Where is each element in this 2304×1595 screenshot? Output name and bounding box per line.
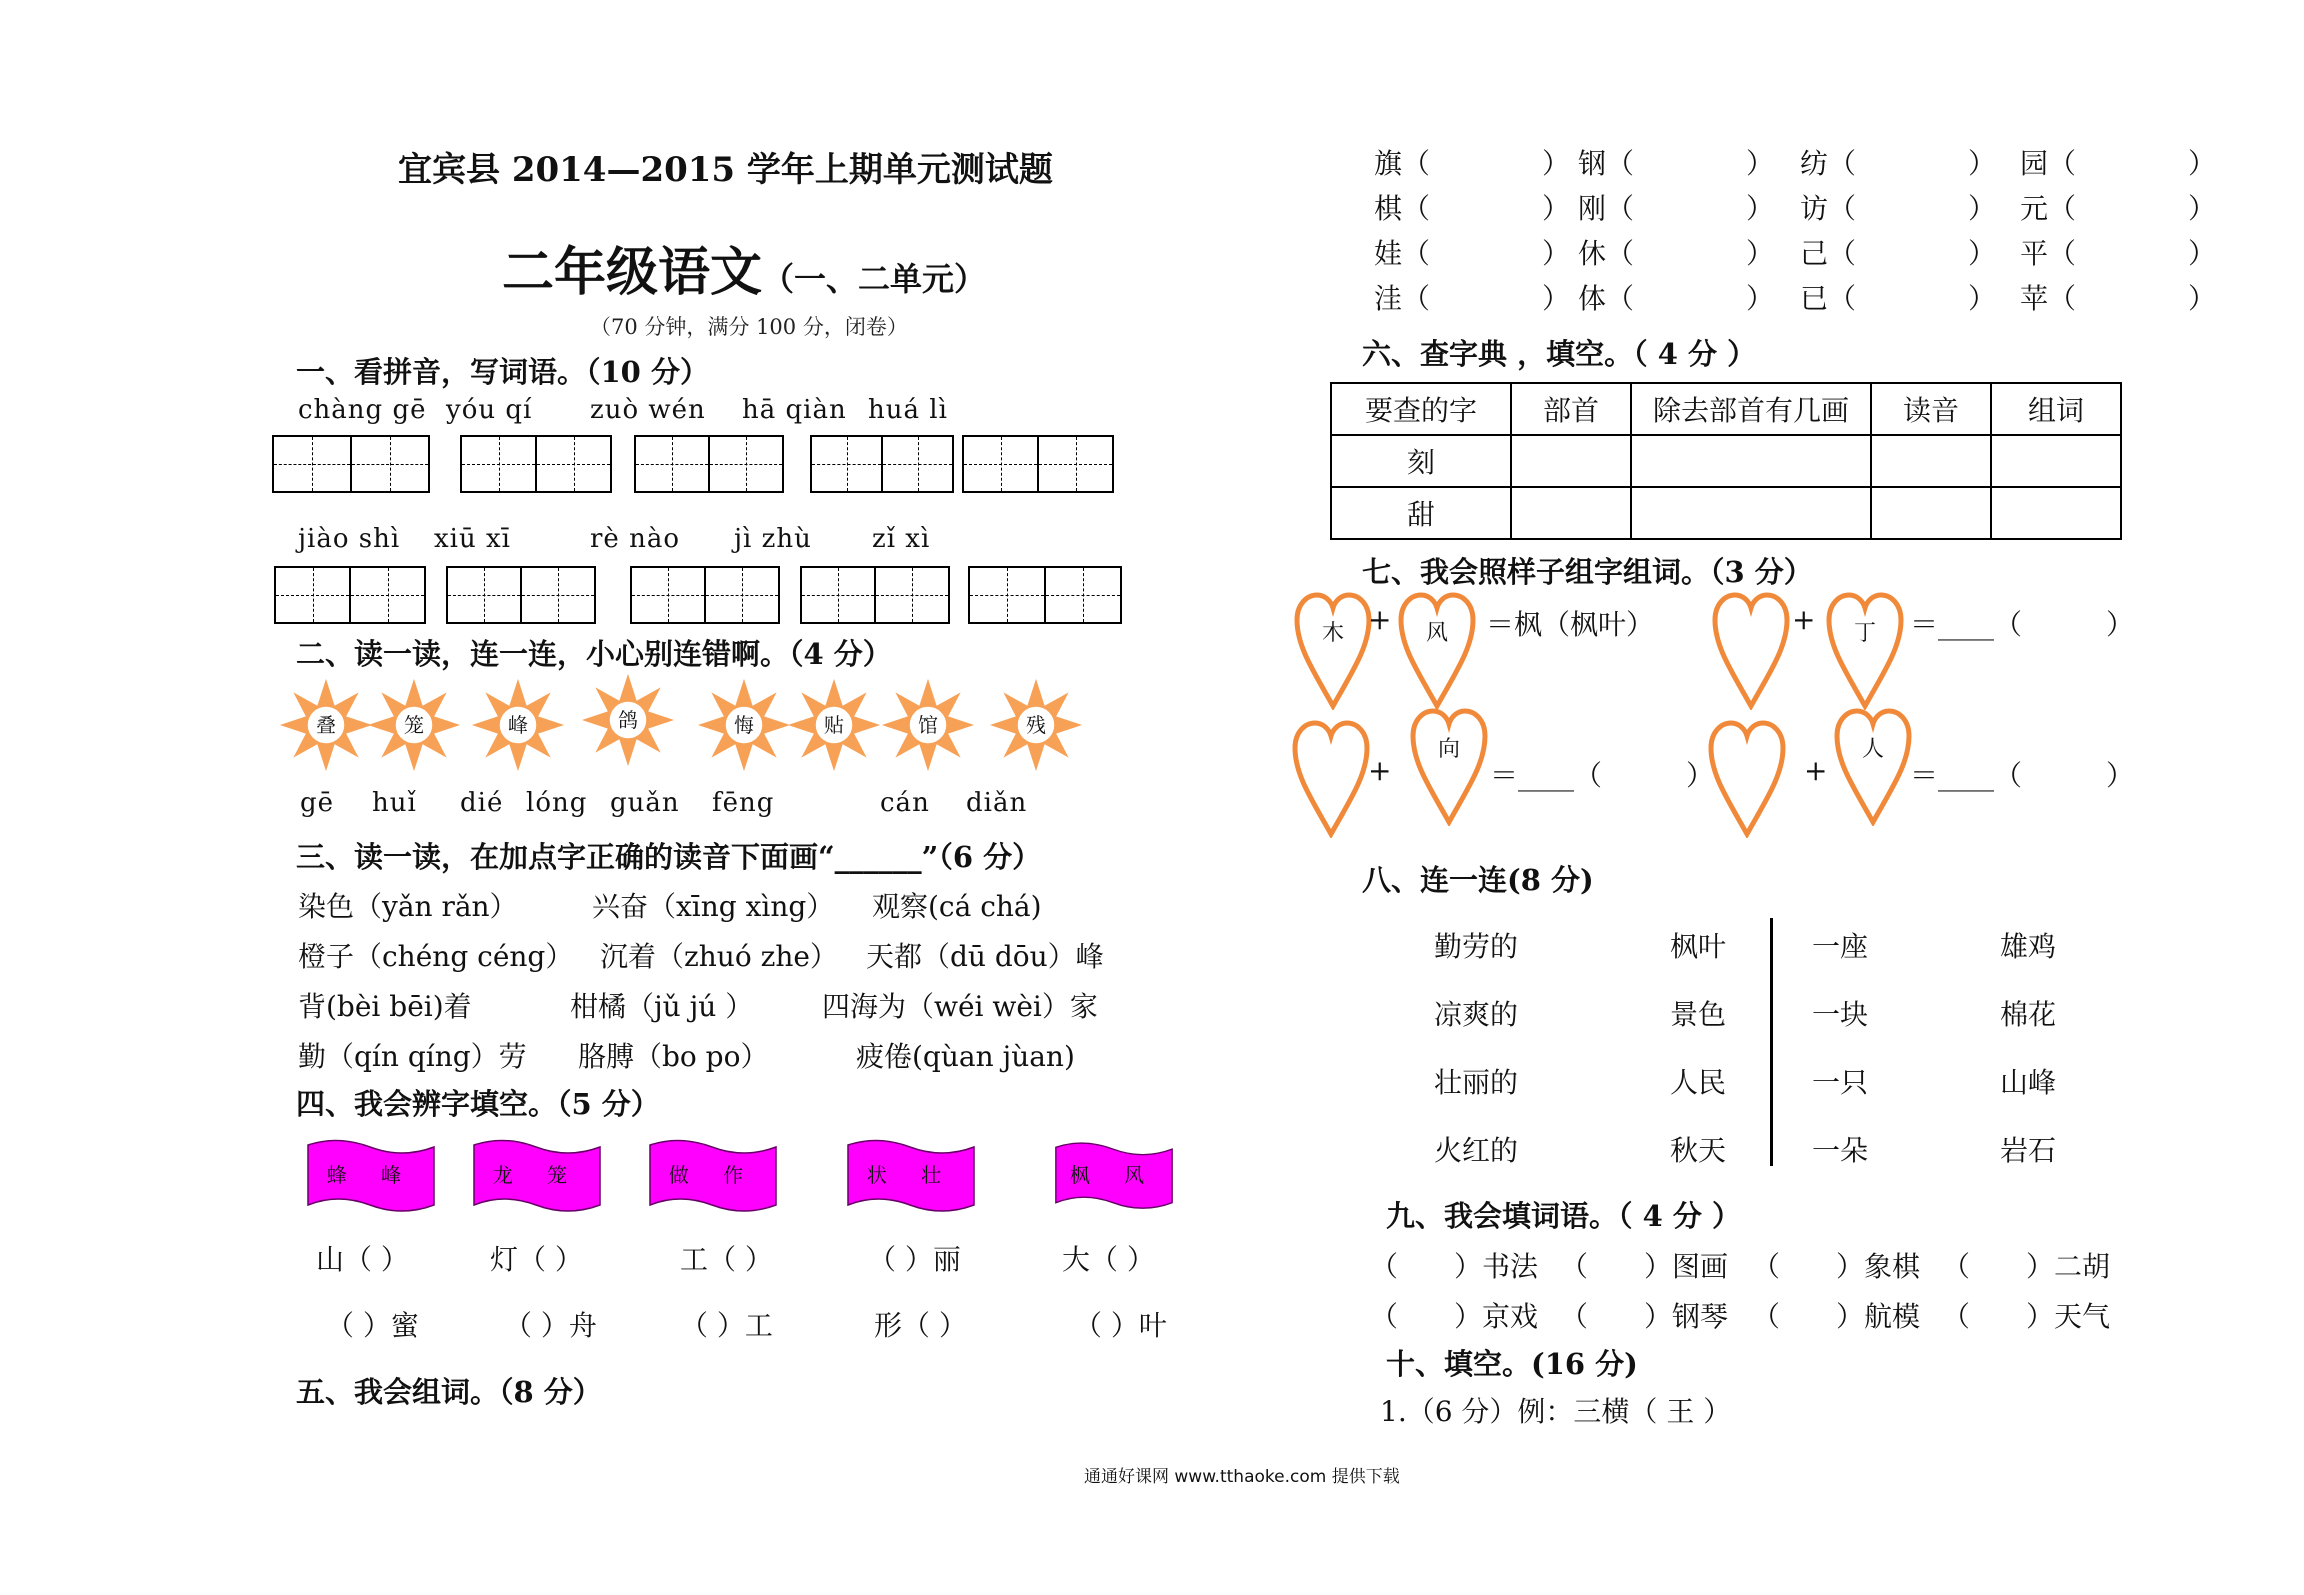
pinyin-option[interactable]: lóng <box>526 788 588 818</box>
flag-chars: 龙 笼 <box>492 1163 582 1187</box>
table-cell[interactable] <box>1871 435 1991 487</box>
table-cell[interactable] <box>1631 487 1871 539</box>
pinyin-1-5: huá lì <box>868 395 948 425</box>
pinyin-option[interactable]: dié <box>460 788 504 818</box>
sun-shape[interactable] <box>278 677 374 773</box>
match-item-right[interactable]: 雄鸡 <box>2000 930 2057 963</box>
pinyin-1-3: zuò wén <box>590 395 706 425</box>
table-cell[interactable] <box>1991 487 2121 539</box>
plus-sign: + <box>1804 754 1828 787</box>
writing-grid[interactable] <box>272 435 430 493</box>
writing-grid[interactable] <box>460 435 612 493</box>
pinyin-option[interactable]: cán <box>880 788 930 818</box>
writing-grid[interactable] <box>274 566 426 624</box>
match-item-left[interactable]: 凉爽的 <box>1434 998 1519 1031</box>
reading-item[interactable]: 四海为（wéi wèi）家 <box>822 990 1098 1023</box>
writing-grid[interactable] <box>630 566 780 624</box>
flag-shape <box>306 1135 436 1215</box>
table-cell-char: 甜 <box>1331 487 1511 539</box>
match-item-left[interactable]: 火红的 <box>1434 1134 1519 1167</box>
flag-shape <box>846 1135 976 1215</box>
reading-item[interactable]: 观察(cá chá) <box>872 890 1042 923</box>
match-item-right[interactable]: 枫叶 <box>1670 930 1727 963</box>
pinyin-2-4: jì zhù <box>734 524 812 554</box>
reading-item[interactable]: 背(bèi bēi)着 <box>298 990 472 1023</box>
pinyin-2-3: rè nào <box>590 524 680 554</box>
pinyin-1-1: chàng gē <box>298 395 427 425</box>
fill-blank[interactable]: 工（ ） <box>680 1243 773 1276</box>
writing-grid[interactable] <box>800 566 950 624</box>
section-5-title: 五、我会组词。（8 分） <box>296 1375 602 1409</box>
fill-word[interactable]: （ ）书法 <box>1370 1250 1539 1283</box>
compose-word-item[interactable]: 平（ ） <box>2020 237 2217 270</box>
fill-word[interactable]: （ ）天气 <box>1942 1300 2111 1333</box>
compose-word-item[interactable]: 旗（ ） <box>1374 147 1571 180</box>
compose-word-item[interactable]: 钢（ ） <box>1578 147 1775 180</box>
table-cell-char: 刻 <box>1331 435 1511 487</box>
sun-char: 贴 <box>824 713 844 737</box>
heart-char: 丁 <box>1853 621 1876 646</box>
reading-item[interactable]: 勤（qín qíng）劳 <box>298 1040 527 1073</box>
section-7-title: 七、我会照样子组字组词。（3 分） <box>1362 555 1813 589</box>
match-item-left[interactable]: 勤劳的 <box>1434 930 1519 963</box>
section-2-title: 二、读一读，连一连，小心别连错啊。（4 分） <box>296 637 892 671</box>
fill-word[interactable]: （ ）钢琴 <box>1560 1300 1729 1333</box>
fill-word[interactable]: （ ）航模 <box>1752 1300 1921 1333</box>
sun-char: 残 <box>1026 713 1046 737</box>
compose-word-item[interactable]: 休（ ） <box>1578 237 1775 270</box>
match-item-right[interactable]: 人民 <box>1670 1066 1727 1099</box>
reading-item[interactable]: 胳膊（bo po） <box>578 1040 769 1073</box>
compose-word-item[interactable]: 园（ ） <box>2020 147 2217 180</box>
compose-word-item[interactable]: 体（ ） <box>1578 282 1775 315</box>
sun-shape[interactable] <box>696 677 792 773</box>
plus-sign: + <box>1368 754 1392 787</box>
table-header: 组词 <box>1991 383 2121 435</box>
example-answer: ＝枫（枫叶） <box>1486 608 1655 641</box>
exam-subtitle <box>502 230 986 305</box>
heart-shape <box>1292 720 1370 838</box>
flag-chars: 蜂 峰 <box>326 1163 416 1187</box>
pinyin-option[interactable]: fēng <box>712 788 775 818</box>
sun-char: 悔 <box>734 713 754 737</box>
heart-char: 向 <box>1437 737 1460 762</box>
table-header: 要查的字 <box>1331 383 1511 435</box>
table-cell[interactable] <box>1511 435 1631 487</box>
plus-sign: + <box>1368 603 1392 636</box>
heart-shape <box>1410 708 1488 826</box>
heart-char: 风 <box>1425 621 1448 646</box>
reading-item[interactable]: 兴奋（xīng xìng） <box>592 890 835 923</box>
fill-word[interactable]: （ ）象棋 <box>1752 1250 1921 1283</box>
table-cell[interactable] <box>1511 487 1631 539</box>
heart-char: 木 <box>1321 621 1344 646</box>
match-item-left[interactable]: 一朵 <box>1812 1134 1869 1167</box>
section-8-title: 八、连一连(8 分) <box>1362 863 1594 897</box>
sun-char: 叠 <box>316 713 336 737</box>
answer-blank[interactable]: ＝____（ ） <box>1910 759 2135 792</box>
sun-shape[interactable] <box>988 677 1084 773</box>
pinyin-2-2: xiū xī <box>434 524 511 554</box>
section-1-title: 一、看拼音，写词语。（10 分） <box>296 355 709 389</box>
compose-word-item[interactable]: 洼（ ） <box>1374 282 1571 315</box>
fill-blank[interactable]: （ ）工 <box>680 1309 773 1342</box>
reading-item[interactable]: 天都（dū dōu）峰 <box>866 940 1104 973</box>
answer-blank[interactable]: ＝____（ ） <box>1490 759 1715 792</box>
section-9-title: 九、我会填词语。（ 4 分 ） <box>1386 1199 1741 1233</box>
fill-word[interactable]: （ ）二胡 <box>1942 1250 2111 1283</box>
table-header: 读音 <box>1871 383 1991 435</box>
writing-grid[interactable] <box>810 435 954 493</box>
plus-sign: + <box>1792 603 1816 636</box>
pinyin-option[interactable]: diǎn <box>966 788 1028 818</box>
section-6-title: 六、查字典 ，填空。（ 4 分 ） <box>1362 337 1757 371</box>
fill-blank[interactable]: 灯（ ） <box>490 1243 583 1276</box>
flag-shape <box>648 1135 778 1215</box>
reading-item[interactable]: 疲倦(qùan jùan) <box>856 1040 1075 1073</box>
table-header: 除去部首有几画 <box>1631 383 1871 435</box>
heart-char: 人 <box>1861 737 1884 762</box>
compose-word-item[interactable]: 纺（ ） <box>1800 147 1997 180</box>
writing-grid[interactable] <box>446 566 596 624</box>
reading-item[interactable]: 柑橘（jǔ jú ） <box>570 990 754 1023</box>
match-item-right[interactable]: 棉花 <box>2000 998 2057 1031</box>
pinyin-1-2: yóu qí <box>446 395 533 425</box>
compose-word-item[interactable]: 访（ ） <box>1800 192 1997 225</box>
section-4-title: 四、我会辨字填空。（5 分） <box>296 1087 660 1121</box>
fill-word[interactable]: （ ）京戏 <box>1370 1300 1539 1333</box>
flag-chars: 状 壮 <box>866 1163 956 1187</box>
compose-word-item[interactable]: 已（ ） <box>1800 282 1997 315</box>
compose-word-item[interactable]: 娃（ ） <box>1374 237 1571 270</box>
reading-item[interactable]: 沉着（zhuó zhe） <box>600 940 838 973</box>
heart-shape <box>1826 592 1904 710</box>
section-10-title: 十、填空。(16 分) <box>1386 1347 1638 1381</box>
reading-item[interactable]: 染色（yǎn rǎn） <box>298 890 518 923</box>
sun-shape[interactable] <box>366 677 462 773</box>
flag-shape <box>472 1135 602 1215</box>
fill-blank[interactable]: 大（ ） <box>1062 1243 1155 1276</box>
pinyin-2-1: jiào shì <box>298 524 401 554</box>
exam-note: （70 分钟，满分 100 分，闭卷） <box>590 315 908 339</box>
heart-shape <box>1398 592 1476 710</box>
compose-word-item[interactable]: 刚（ ） <box>1578 192 1775 225</box>
reading-item[interactable]: 橙子（chéng céng） <box>298 940 574 973</box>
fill-blank[interactable]: 形（ ） <box>874 1309 967 1342</box>
pinyin-option[interactable]: guǎn <box>610 788 680 818</box>
heart-shape <box>1294 592 1372 710</box>
section-3-title: 三、读一读，在加点字正确的读音下面画“______”（6 分） <box>296 840 1042 874</box>
sun-shape[interactable] <box>880 677 976 773</box>
compose-word-item[interactable]: 元（ ） <box>2020 192 2217 225</box>
table-cell[interactable] <box>1991 435 2121 487</box>
compose-word-item[interactable]: 棋（ ） <box>1374 192 1571 225</box>
sun-shape[interactable] <box>470 677 566 773</box>
sun-char: 馆 <box>918 713 938 737</box>
fill-word[interactable]: （ ）图画 <box>1560 1250 1729 1283</box>
answer-blank[interactable]: ＝____（ ） <box>1910 608 2135 641</box>
exam-title: 宜宾县 2014—2015 学年上期单元测试题 <box>398 150 1053 190</box>
sun-char: 鸽 <box>618 708 638 732</box>
sun-char: 笼 <box>404 713 424 737</box>
footer-text: 通通好课网 www.tthaoke.com 提供下载 <box>1084 1467 1400 1487</box>
match-item-right[interactable]: 景色 <box>1670 998 1727 1031</box>
sun-shape[interactable] <box>786 677 882 773</box>
writing-grid[interactable] <box>634 435 784 493</box>
fill-blank[interactable]: （ ）丽 <box>868 1243 961 1276</box>
table-cell[interactable] <box>1871 487 1991 539</box>
table-header: 部首 <box>1511 383 1631 435</box>
question-line: 1.（6 分）例：三横（ 王 ） <box>1380 1395 1732 1428</box>
unit-scope: （一、二单元） <box>762 260 987 298</box>
match-item-right[interactable]: 山峰 <box>2000 1066 2057 1099</box>
divider-line <box>1770 918 1773 1166</box>
grade-subject: 二年级语文 <box>502 242 763 303</box>
match-item-left[interactable]: 壮丽的 <box>1434 1066 1519 1099</box>
match-item-left[interactable]: 一块 <box>1812 998 1869 1031</box>
fill-blank[interactable]: （ ）蜜 <box>326 1309 419 1342</box>
heart-shape <box>1834 708 1912 826</box>
flag-shape <box>1054 1135 1174 1215</box>
match-item-right[interactable]: 岩石 <box>2000 1134 2057 1167</box>
compose-word-item[interactable]: 苹（ ） <box>2020 282 2217 315</box>
match-item-left[interactable]: 一只 <box>1812 1066 1869 1099</box>
fill-blank[interactable]: （ ）叶 <box>1074 1309 1167 1342</box>
pinyin-2-5: zǐ xì <box>872 524 931 554</box>
compose-word-item[interactable]: 己（ ） <box>1800 237 1997 270</box>
dictionary-table <box>1330 382 2122 540</box>
heart-shape <box>1708 720 1786 838</box>
writing-grid[interactable] <box>962 435 1114 493</box>
fill-blank[interactable]: （ ）舟 <box>504 1309 597 1342</box>
match-item-left[interactable]: 一座 <box>1812 930 1869 963</box>
fill-blank[interactable]: 山（ ） <box>316 1243 409 1276</box>
pinyin-1-4: hā qiàn <box>742 395 847 425</box>
pinyin-option[interactable]: huǐ <box>372 788 417 818</box>
sun-char: 峰 <box>508 713 528 737</box>
sun-shape[interactable] <box>580 672 676 768</box>
writing-grid[interactable] <box>968 566 1122 624</box>
pinyin-option[interactable]: gē <box>300 788 335 818</box>
heart-shape <box>1712 592 1790 710</box>
table-cell[interactable] <box>1631 435 1871 487</box>
match-item-right[interactable]: 秋天 <box>1670 1134 1727 1167</box>
flag-chars: 做 作 <box>668 1163 758 1187</box>
flag-chars: 枫 风 <box>1069 1163 1159 1187</box>
